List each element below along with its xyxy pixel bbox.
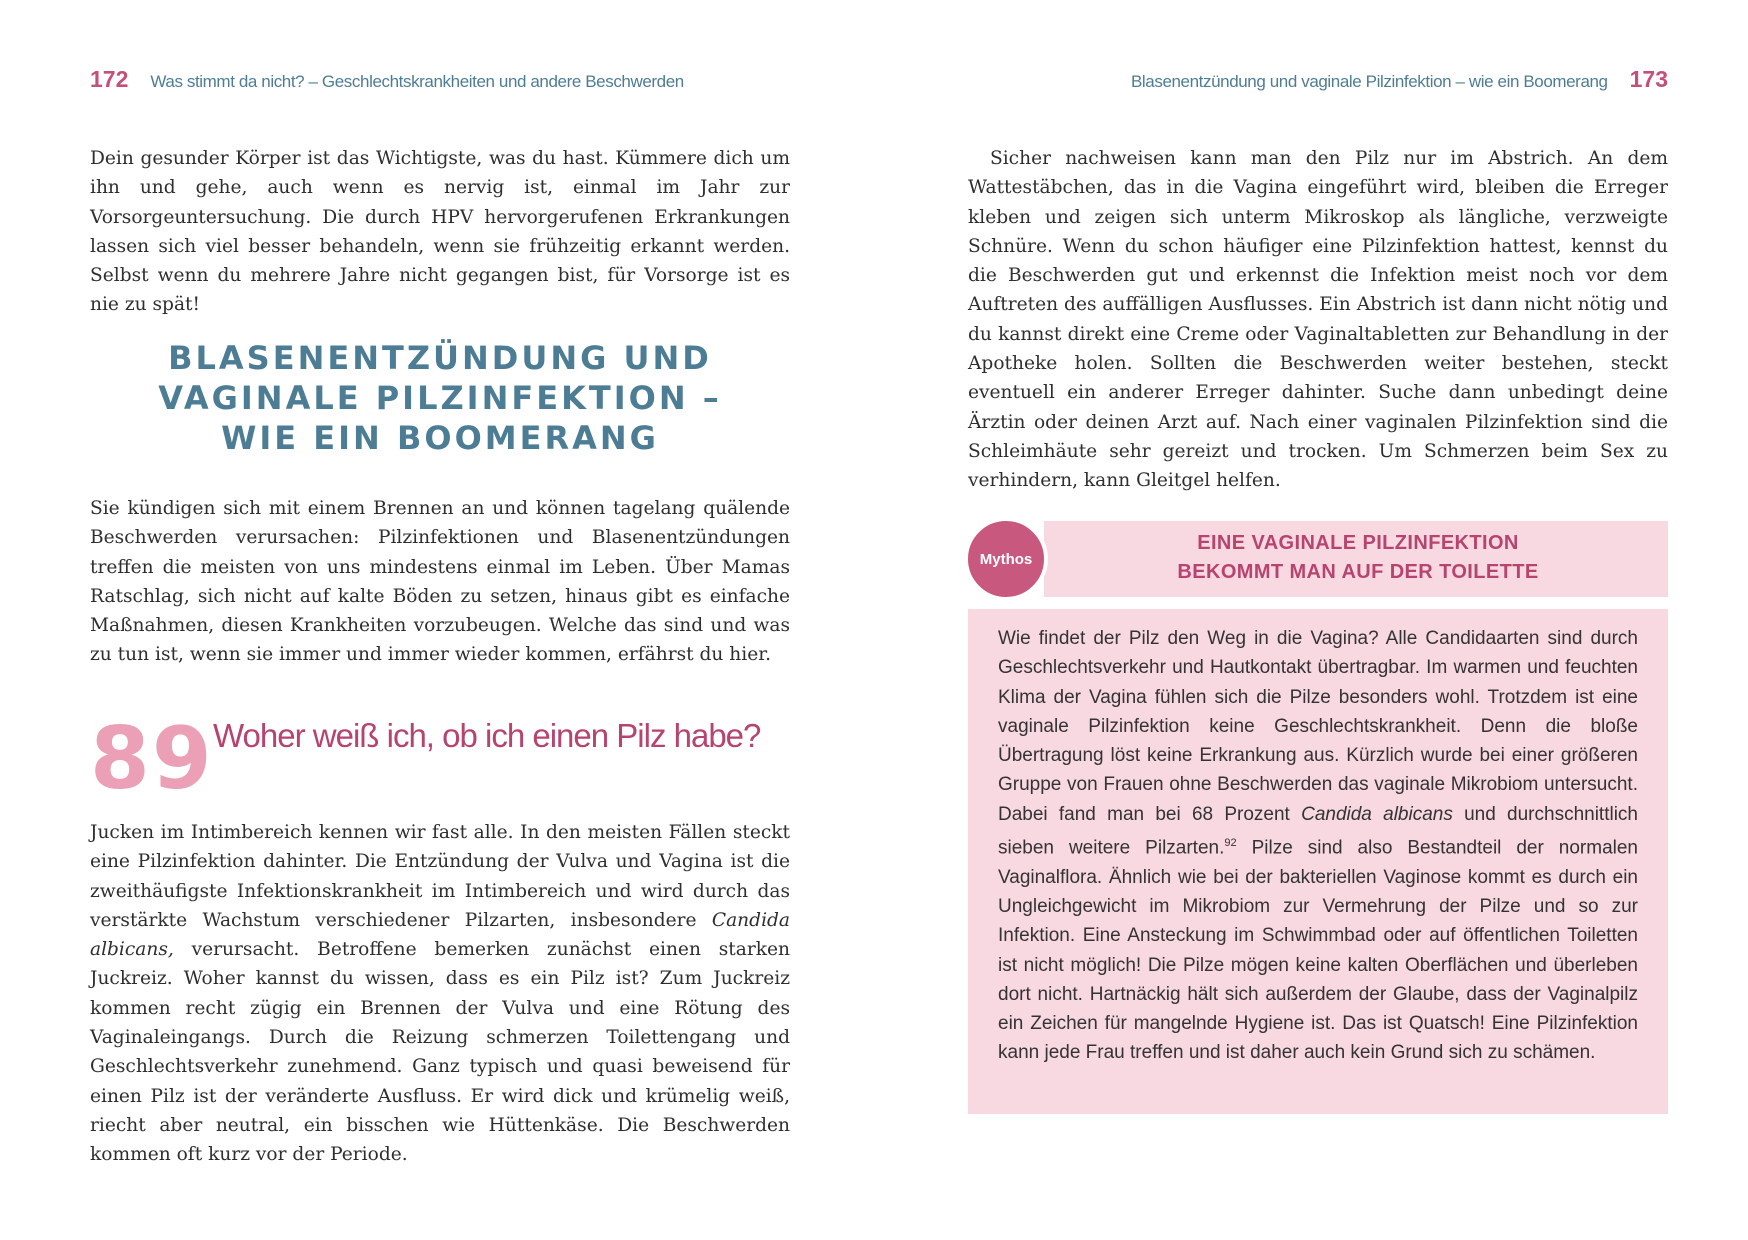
page-number-right: 173 xyxy=(1629,66,1668,92)
right-page xyxy=(968,0,1668,1240)
myth-text-3: Pilze sind also Bestandteil der normalen Vaginalflora. Ähnlich wie bei der bakteriellen Vaginose kommt es durch ein Ungleichgewicht im Mikrobiom zur Vermehrung der Pilze und so zur Infektion. Eine Ansteckung im Schwimmbad oder auf öffentlichen Toiletten ist nicht möglich! Die Pilze mögen keine kalten Oberflächen und überleben dort nicht. Hartnäckig hält sich außerdem der Glaube, dass der Vaginalpilz ein Zeichen für mangelnde Hygiene ist. Das ist Quatsch! Eine Pilzinfektion kann jede Frau treffen und ist daher auch kein Grund sich zu schämen. xyxy=(998,837,1638,1064)
myth-badge: Mythos xyxy=(964,517,1048,601)
running-head-title-right: Blasenentzündung und vaginale Pilzinfektion – wie ein Boomerang xyxy=(1130,72,1608,91)
myth-title-line-2: BEKOMMT MAN AUF DER TOILETTE xyxy=(1177,561,1539,583)
running-head-right xyxy=(968,66,1668,98)
myth-header xyxy=(968,521,1668,597)
chapter-title-line-2: VAGINALE PILZINFEKTION – xyxy=(158,379,722,417)
myth-paragraph xyxy=(998,624,1638,1068)
question-number: 89 xyxy=(90,709,214,809)
lead-paragraph: Sie kündigen sich mit einem Brennen an und können tagelang quälende Beschwerden verursachen: Pilzinfektionen und Blasenentzündungen treffen die meisten von uns mindestens einmal im Leben. Über Mamas Ratschlag, sich nicht auf kalte Böden zu setzen, hinaus gibt es einfache Maßnahmen, diesen Krankheiten vorzubeugen. Welche das sind und was zu tun ist, wenn sie immer und immer wieder kommen, erfährst du hier. xyxy=(90,498,790,666)
myth-box xyxy=(968,609,1668,1114)
intro-paragraph: Dein gesunder Körper ist das Wichtigste, was du hast. Kümmere dich um ihn und gehe, auch wenn es nervig ist, einmal im Jahr zur Vorsorgeuntersuchung. Die durch HPV hervorgerufenen Erkrankungen lassen sich viel besser behandeln, wenn sie frühzeitig erkannt werden. Selbst wenn du mehrere Jahre nicht gegangen bist, für Vorsorge ist es nie zu spät! xyxy=(90,148,790,316)
question-heading xyxy=(90,709,790,809)
myth-title-line-1: EINE VAGINALE PILZINFEKTION xyxy=(1197,532,1519,554)
myth-text-2: und durchschnittlich sieben weitere Pilzarten. xyxy=(998,803,1639,859)
myth-species-italic: Candida albicans xyxy=(1301,803,1453,825)
intro-section xyxy=(90,144,790,320)
page-number-left: 172 xyxy=(90,66,129,92)
answer-text-2: verursacht. Betroffene bemerken zunächst einen starken Juckreiz. Woher kannst du wissen, dass es ein Pilz ist? Zum Juckreiz kommen recht zügig ein Brennen der Vulva und eine Rötung des Vaginaleingangs. Durch die Reizung schmerzen Toilettengang und Geschlechtsverkehr zunehmend. Ganz typisch und quasi beweisend für einen Pilz ist der veränderte Ausfluss. Er wird dick und krümelig weiß, riecht aber neutral, ein bisschen wie Hüttenkäse. Die Beschwerden kommen oft kurz vor der Periode. xyxy=(90,939,790,1166)
answer-section xyxy=(90,818,790,1170)
running-head-title-left: Was stimmt da nicht? – Geschlechtskrankheiten und andere Beschwerden xyxy=(150,72,684,91)
left-page xyxy=(90,0,790,1240)
right-paragraph: Sicher nachweisen kann man den Pilz nur im Abstrich. An dem Wattestäbchen, das in die Vagina eingeführt wird, bleiben die Erreger kleben und zeigen sich unterm Mikroskop als längliche, verzweigte Schnüre. Wenn du schon häufiger eine Pilzinfektion hattest, kennst du die Beschwerden gut und erkennst die Infektion meist noch vor dem Auftreten des auffälligen Ausflusses. Ein Abstrich ist dann nicht nötig und du kannst direkt eine Creme oder Vaginaltabletten zur Behandlung in der Apotheke holen. Sollten die Beschwerden weiter bestehen, steckt eventuell ein anderer Erreger dahinter. Suche dann unbedingt deine Ärztin oder deinen Arzt auf. Nach einer vaginalen Pilzinfektion sind die Schleimhäute sehr gereizt und trocken. Um Schmerzen beim Sex zu verhindern, kann Gleitgel helfen. xyxy=(968,148,1668,492)
footnote-ref: 92 xyxy=(1224,837,1237,850)
answer-species-italic: Candida albicans, xyxy=(90,909,790,961)
myth-text-1: Wie findet der Pilz den Weg in die Vagina? Alle Candidaarten sind durch Geschlechtsverkehr und Hautkontakt übertragbar. Im warmen und feuchten Klima der Vagina fühlen sich die Pilze besonders wohl. Trotzdem ist eine vaginale Pilzinfektion keine Geschlechtskrankheit. Denn die bloße Übertragung löst keine Erkrankung aus. Kürzlich wurde bei einer größeren Gruppe von Frauen ohne Beschwerden das vaginale Mikrobiom untersucht. Dabei fand man bei 68 Prozent xyxy=(998,628,1638,825)
chapter-title-line-1: BLASENENTZÜNDUNG UND xyxy=(168,339,712,377)
chapter-title xyxy=(90,338,790,458)
lead-section xyxy=(90,494,790,670)
answer-text-1: Jucken im Intimbereich kennen wir fast alle. In den meisten Fällen steckt eine Pilzinfektion dahinter. Die Entzündung der Vulva und Vagina ist die zweithäufigste Infektionskrankheit im Intimbereich und wird durch das verstärkte Wachstum verschiedener Pilzarten, insbesondere xyxy=(90,822,790,931)
chapter-title-line-3: WIE EIN BOOMERANG xyxy=(221,419,659,457)
myth-title xyxy=(1058,529,1658,587)
answer-paragraph xyxy=(90,818,790,1170)
right-body-section xyxy=(968,144,1668,496)
question-title: Woher weiß ich, ob ich einen Pilz habe? xyxy=(213,717,761,754)
running-head-left xyxy=(90,66,790,98)
